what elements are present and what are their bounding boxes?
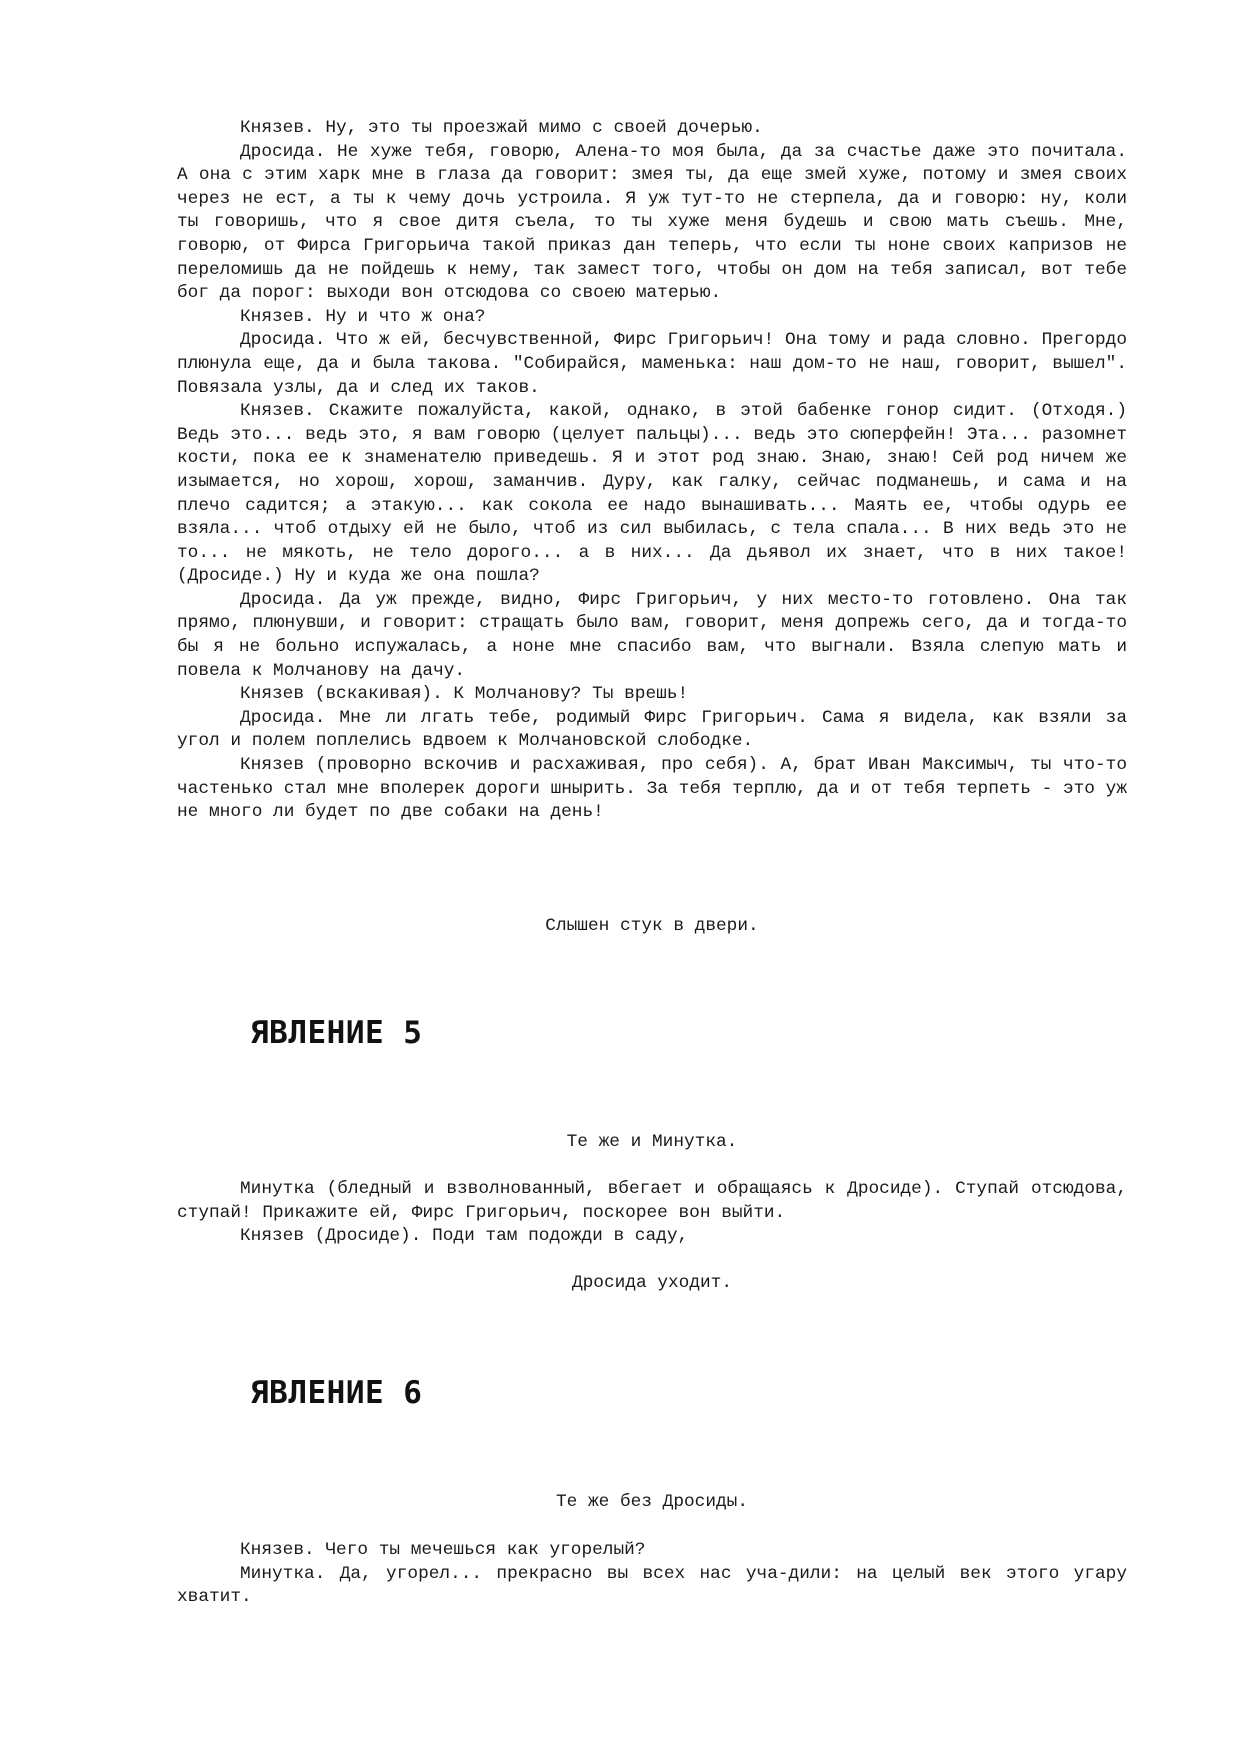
scene-5-exit: Дросида уходит. [571, 1273, 733, 1293]
stage-direction-knock: Слышен стук в двери. [545, 916, 759, 936]
dialogue-line: Князев (Дросиде). Поди там подожди в саду, [240, 1226, 689, 1247]
dialogue-line: Дросида. Не хуже тебя, говорю, Алена-то моя была, да за счастье даже это почитала. А она с этим харк мне в глаза да говорит: змея ты, да еще змей хуже, потому и змея своих через не ест, а ты к чему дочь устроила. Я уж тут-то не стерпела, да и говорю: ну, коли ты говоришь, что я свое дитя съела, то ты хуже меня будешь и свою мать съешь. Мне, говорю, от Фирса Григорьича такой приказ дан теперь, что если ты ноне своих капризов не переломишь да не пойдешь к нему, так замест того, чтобы он дом на тебя записал, вот тебе бог да порог: выходи вон отсюдова со своею матерью. [177, 141, 1127, 304]
dialogue-line: Князев (проворно вскочив и расхаживая, про себя). А, брат Иван Максимыч, ты что-то частенько стал мне вполерек дороги шнырить. За тебя терплю, да и от тебя терпеть - это уж не много ли будет по две собаки на день! [177, 755, 1127, 823]
scene-6-entrance: Те же без Дросиды. [555, 1492, 749, 1512]
scene-5-heading: ЯВЛЕНИЕ 5 [250, 1015, 423, 1051]
dialogue-line: Князев. Скажите пожалуйста, какой, однако, в этой бабенке гонор сидит. (Отходя.) Ведь это... ведь это, я вам говорю (целует пальцы)... ведь это сюперфейн! Эта... разомнет кости, пока ее к знаменателю приведешь. Я и этот род знаю. Знаю, знаю! Сей род ничем же изымается, но хорош, хорош, заманчив. Дуру, как галку, сейчас подманешь, и сама и на плечо садится; а этакую... как сокола ее надо вынашивать... Маять ее, чтобы одурь ее взяла... чтоб отдыху ей не было, чтоб из сил выбилась, с тела спала... В них ведь это не то... не мякоть, не тело дорого... а в них... Да дьявол их знает, что в них такое! (Дросиде.) Ну и куда же она пошла? [177, 401, 1127, 587]
dialogue-line: Князев. Ну, это ты проезжай мимо с своей дочерью. [240, 118, 763, 138]
scene-6-heading: ЯВЛЕНИЕ 6 [250, 1375, 423, 1411]
dialogue-line: Дросида. Что ж ей, бесчувственной, Фирс Григорьич! Она тому и рада словно. Прегордо плюнула еще, да и была такова. "Собирайся, маменька: наш дом-то не наш, говорит, вышел". Повязала узлы, да и след их таков. [177, 330, 1127, 398]
scene-5-entrance: Те же и Минутка. [566, 1132, 738, 1152]
scene-4-dialogue [177, 117, 1127, 825]
dialogue-line: Дросида. Да уж прежде, видно, Фирс Григорьич, у них место-то готовлено. Она так прямо, плюнувши, и говорит: стращать было вам, говорит, меня допрежь сего, да и тогда-то бы я не больно испужалась, а ноне мне спасибо вам, что выгнали. Взяла слепую мать и повела к Молчанову на дачу. [177, 589, 1127, 681]
dialogue-line: Минутка. Да, угорел... прекрасно вы всех нас уча-дили: на целый век этого угару хватит. [177, 1563, 1127, 1608]
dialogue-line: Минутка (бледный и взволнованный, вбегает и обращаясь к Дросиде). Ступай отсюдова, ступай! Прикажите ей, Фирс Григорьич, поскорее вон выйти. [177, 1179, 1127, 1223]
dialogue-line: Дросида. Мне ли лгать тебе, родимый Фирс Григорьич. Сама я видела, как взяли за угол и полем поплелись вдвоем к Молчановской слободке. [177, 707, 1127, 752]
dialogue-line: Князев. Ну и что ж она? [240, 306, 486, 327]
dialogue-line: Князев. Чего ты мечешься как угорелый? [240, 1540, 646, 1560]
scene-5-dialogue [177, 1178, 1127, 1249]
scene-6-dialogue [177, 1539, 1127, 1610]
dialogue-line: Князев (вскакивая). К Молчанову? Ты врешь! [240, 684, 689, 705]
